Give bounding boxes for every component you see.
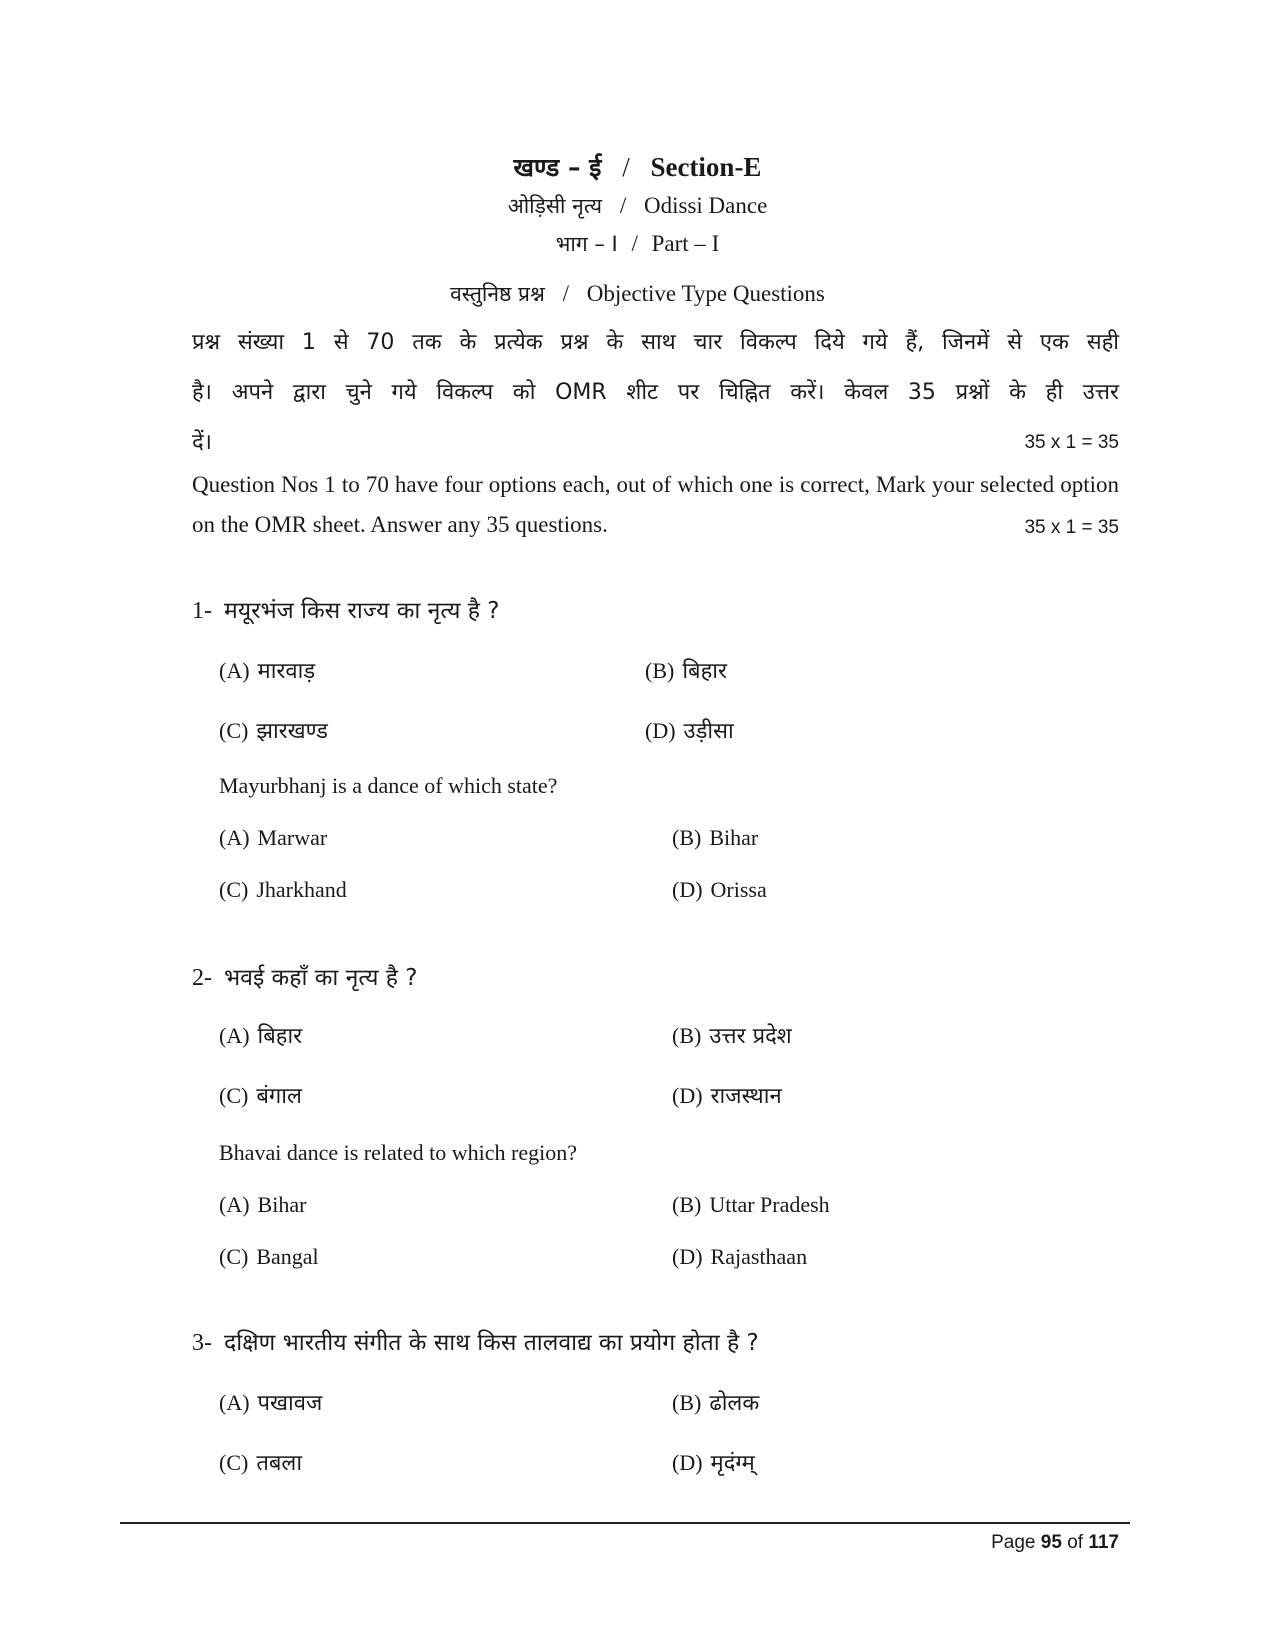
q3-hi-option-c[interactable] <box>219 1447 302 1477</box>
q2-en-option-b[interactable] <box>672 1192 830 1218</box>
option-text: Marwar <box>257 825 328 850</box>
page-word: Page <box>991 1532 1036 1553</box>
q3-hi-option-a[interactable] <box>219 1387 322 1417</box>
page-footer <box>991 1532 1119 1554</box>
marks-en: 35 x 1 = 35 <box>1024 517 1119 538</box>
option-label: (C) <box>219 877 249 902</box>
instruction-hi-line1: प्रश्न संख्या 1 से 70 तक के प्रत्येक प्रश्न के साथ चार विकल्प दिये गये हैं, जिनमें से एक सही <box>192 330 1119 355</box>
part-hi: भाग – I <box>555 232 618 256</box>
footer-divider <box>120 1522 1130 1524</box>
q1-en-option-a[interactable] <box>219 825 327 851</box>
question-text-hi: मयूरभंज किस राज्य का नृत्य है ? <box>224 598 500 624</box>
option-text: बंगाल <box>256 1084 302 1109</box>
subject-title <box>0 192 1275 220</box>
q1-hi-option-d[interactable] <box>645 715 734 745</box>
section-title <box>0 150 1275 184</box>
option-label: (D) <box>672 1450 703 1475</box>
page-number: 95 <box>1040 1532 1062 1553</box>
question-number: 3- <box>192 1330 212 1356</box>
option-label: (B) <box>672 1023 702 1048</box>
option-text: Bihar <box>257 1192 307 1217</box>
option-label: (A) <box>219 1192 250 1217</box>
option-label: (D) <box>672 877 703 902</box>
option-text: ढोलक <box>709 1391 760 1416</box>
option-label: (B) <box>645 658 675 683</box>
part-en: Part – I <box>651 231 720 256</box>
option-text: बिहार <box>257 1024 303 1049</box>
question-type-title <box>0 280 1275 308</box>
option-text: राजस्थान <box>710 1084 782 1109</box>
q2-en-option-d[interactable] <box>672 1244 807 1270</box>
option-label: (A) <box>219 658 250 683</box>
section-title-hi: खण्ड – ई <box>513 153 602 182</box>
q2-hi-option-b[interactable] <box>672 1020 792 1050</box>
q1-hi-option-a[interactable] <box>219 655 315 685</box>
instruction-hi-line2: है। अपने द्वारा चुने गये विकल्प को OMR शीट पर चिह्नित करें। केवल 35 प्रश्नों के ही उत्तर <box>192 380 1119 405</box>
section-title-en: Section-E <box>650 152 762 182</box>
q2-hi-option-d[interactable] <box>672 1080 782 1110</box>
qtype-hi: वस्तुनिष्ठ प्रश्न <box>450 282 545 306</box>
question-2 <box>192 960 417 992</box>
page-total: 117 <box>1088 1532 1119 1553</box>
q1-en-option-c[interactable] <box>219 877 347 903</box>
question-text-hi: दक्षिण भारतीय संगीत के साथ किस तालवाद्य का प्रयोग होता है ? <box>224 1330 759 1356</box>
q2-en-option-a[interactable] <box>219 1192 306 1218</box>
option-label: (D) <box>645 718 676 743</box>
separator: / <box>619 193 627 218</box>
q1-en-option-d[interactable] <box>672 877 767 903</box>
q3-hi-option-b[interactable] <box>672 1387 759 1417</box>
q1-hi-option-b[interactable] <box>645 655 727 685</box>
option-label: (C) <box>219 1083 249 1108</box>
q1-hi-option-c[interactable] <box>219 715 328 745</box>
question-number: 1- <box>192 598 212 624</box>
question-2-en: Bhavai dance is related to which region? <box>219 1140 577 1165</box>
q2-hi-option-a[interactable] <box>219 1020 302 1050</box>
option-label: (A) <box>219 825 250 850</box>
option-label: (B) <box>672 1192 702 1217</box>
q1-en-option-b[interactable] <box>672 825 758 851</box>
option-text: Orissa <box>710 877 767 902</box>
option-text: Bangal <box>256 1244 319 1269</box>
instruction-en-line2: on the OMR sheet. Answer any 35 questions. <box>192 512 608 537</box>
option-label: (A) <box>219 1390 250 1415</box>
option-label: (B) <box>672 1390 702 1415</box>
option-label: (A) <box>219 1023 250 1048</box>
option-text: बिहार <box>682 659 727 684</box>
qtype-en: Objective Type Questions <box>586 281 825 306</box>
question-3 <box>192 1325 759 1357</box>
q3-hi-option-d[interactable] <box>672 1447 755 1477</box>
option-label: (C) <box>219 718 249 743</box>
instruction-hi-line3: दें। <box>192 430 213 455</box>
option-text: पखावज <box>257 1391 323 1416</box>
q2-en-option-c[interactable] <box>219 1244 319 1270</box>
subject-en: Odissi Dance <box>644 193 768 218</box>
option-text: उड़ीसा <box>683 719 734 744</box>
question-number: 2- <box>192 965 212 991</box>
marks-hi: 35 x 1 = 35 <box>1024 432 1119 453</box>
option-label: (B) <box>672 825 702 850</box>
separator: / <box>622 152 630 182</box>
option-label: (D) <box>672 1244 703 1269</box>
question-text-hi: भवई कहाँ का नृत्य है ? <box>224 965 418 991</box>
option-text: Rajasthaan <box>710 1244 808 1269</box>
option-text: मृदंग्म् <box>710 1451 755 1476</box>
option-label: (D) <box>672 1083 703 1108</box>
instruction-en-line1: Question Nos 1 to 70 have four options each, out of which one is correct, Mark your selected option <box>192 472 1119 497</box>
option-label: (C) <box>219 1244 249 1269</box>
question-1-en: Mayurbhanj is a dance of which state? <box>219 773 558 798</box>
option-label: (C) <box>219 1450 249 1475</box>
q2-hi-option-c[interactable] <box>219 1080 302 1110</box>
subject-hi: ओड़िसी नृत्य <box>507 194 603 218</box>
option-text: Jharkhand <box>256 877 347 902</box>
option-text: Bihar <box>709 825 759 850</box>
option-text: तबला <box>256 1451 303 1476</box>
option-text: Uttar Pradesh <box>709 1192 830 1217</box>
question-1 <box>192 593 499 625</box>
option-text: झारखण्ड <box>256 719 328 744</box>
of-word: of <box>1067 1532 1084 1553</box>
separator: / <box>631 231 638 256</box>
option-text: उत्तर प्रदेश <box>709 1024 792 1049</box>
part-title <box>0 230 1275 258</box>
separator: / <box>562 281 569 306</box>
option-text: मारवाड़ <box>257 659 316 684</box>
